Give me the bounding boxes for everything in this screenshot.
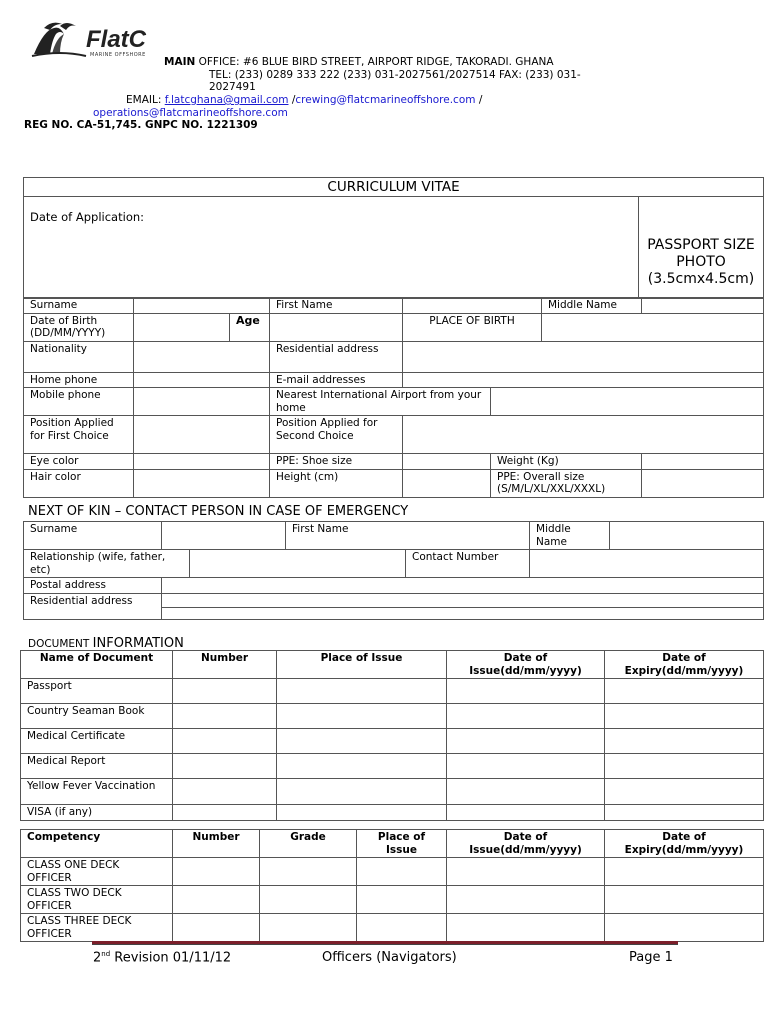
- competency-table: [20, 829, 764, 942]
- weight-input[interactable]: [642, 454, 764, 470]
- table-row: [21, 886, 764, 914]
- tel-line-2: 2027491: [209, 81, 256, 93]
- main-label: MAIN: [164, 56, 196, 68]
- doc-cell[interactable]: [605, 779, 764, 805]
- dob-label: Date of Birth (DD/MM/YYYY): [24, 313, 134, 341]
- doc-header-issue-date: Date of Issue(dd/mm/yyyy): [447, 651, 605, 679]
- table-row: [21, 858, 764, 886]
- residential-address-input[interactable]: [403, 341, 764, 372]
- doc-cell[interactable]: [447, 704, 605, 729]
- email-addresses-input[interactable]: [403, 372, 764, 388]
- doc-cell[interactable]: [173, 805, 277, 821]
- doc-cell[interactable]: [173, 754, 277, 779]
- position-first-label: Position Applied for First Choice: [24, 416, 134, 454]
- doc-cell[interactable]: [447, 805, 605, 821]
- kin-surname-label: Surname: [24, 522, 162, 550]
- overall-size-input[interactable]: [642, 469, 764, 497]
- comp-cell[interactable]: [447, 886, 605, 914]
- comp-cell[interactable]: [260, 914, 357, 942]
- table-row: [21, 805, 764, 821]
- doc-cell[interactable]: [605, 704, 764, 729]
- nearest-airport-label: Nearest International Airport from your home: [270, 388, 491, 416]
- kin-first-name-label: First Name: [286, 522, 530, 550]
- table-row: [21, 754, 764, 779]
- comp-header-expiry-date: Date of Expiry(dd/mm/yyyy): [605, 830, 764, 858]
- doc-cell[interactable]: [173, 729, 277, 754]
- kin-contact-number-label: Contact Number: [406, 550, 530, 578]
- comp-cell[interactable]: [173, 914, 260, 942]
- comp-header-place: Place of Issue: [357, 830, 447, 858]
- email-link-1[interactable]: f.latcghana@gmail.com: [164, 94, 289, 106]
- doc-cell[interactable]: [277, 704, 447, 729]
- documents-header-row: [21, 651, 764, 679]
- nationality-label: Nationality: [24, 341, 134, 372]
- comp-cell[interactable]: [605, 914, 764, 942]
- comp-cell[interactable]: [357, 858, 447, 886]
- doc-cell[interactable]: [173, 679, 277, 704]
- comp-cell[interactable]: [447, 858, 605, 886]
- table-row: [21, 729, 764, 754]
- mobile-phone-input[interactable]: [134, 388, 270, 416]
- table-row: [21, 704, 764, 729]
- comp-header-grade: Grade: [260, 830, 357, 858]
- first-name-label: First Name: [270, 298, 403, 314]
- comp-cell[interactable]: [173, 858, 260, 886]
- table-row: [21, 679, 764, 704]
- middle-name-input[interactable]: [642, 298, 764, 314]
- doc-cell[interactable]: [277, 779, 447, 805]
- nearest-airport-input[interactable]: [491, 388, 764, 416]
- footer-document-type: Officers (Navigators): [322, 950, 457, 965]
- tel-line: TEL: (233) 0289 333 222 (233) 031-2027561/2027514 FAX: (233) 031-: [209, 69, 581, 81]
- logo-tagline: MARINE OFFSHORE: [90, 52, 146, 58]
- kin-postal-address-label: Postal address: [24, 578, 162, 594]
- age-input[interactable]: [270, 313, 403, 341]
- kin-residential-address-input[interactable]: [162, 593, 764, 619]
- email-sep: /: [288, 94, 296, 106]
- doc-cell[interactable]: [447, 779, 605, 805]
- doc-cell[interactable]: [605, 805, 764, 821]
- doc-cell[interactable]: [447, 754, 605, 779]
- residential-address-label: Residential address: [270, 341, 403, 372]
- doc-header-number: Number: [173, 651, 277, 679]
- kin-surname-input[interactable]: [162, 522, 286, 550]
- comp-cell[interactable]: [260, 886, 357, 914]
- weight-label: Weight (Kg): [491, 454, 642, 470]
- doc-row-label: Country Seaman Book: [21, 704, 173, 729]
- comp-row-label: CLASS THREE DECK OFFICER: [21, 914, 173, 942]
- doc-row-label: Yellow Fever Vaccination: [21, 779, 173, 805]
- date-of-application-field[interactable]: [24, 197, 639, 299]
- shoe-size-input[interactable]: [403, 454, 491, 470]
- footer-revision: [93, 950, 231, 965]
- doc-cell[interactable]: [447, 729, 605, 754]
- doc-row-label: VISA (if any): [21, 805, 173, 821]
- registration-line: REG NO. CA-51,745. GNPC NO. 1221309: [24, 119, 258, 131]
- home-phone-label: Home phone: [24, 372, 134, 388]
- comp-header-competency: Competency: [21, 830, 173, 858]
- doc-header-expiry-date: Date of Expiry(dd/mm/yyyy): [605, 651, 764, 679]
- comp-header-number: Number: [173, 830, 260, 858]
- documents-table: [20, 650, 764, 821]
- doc-row-label: Passport: [21, 679, 173, 704]
- revision-rest: Revision 01/11/12: [110, 950, 232, 966]
- kin-relationship-label: Relationship (wife, father, etc): [24, 550, 190, 578]
- doc-cell[interactable]: [173, 779, 277, 805]
- height-input[interactable]: [403, 469, 491, 497]
- kin-middle-name-label: Middle Name: [530, 522, 610, 550]
- logo-text: FlatC: [86, 26, 146, 53]
- revision-sup: nd: [101, 950, 111, 958]
- doc-cell[interactable]: [277, 729, 447, 754]
- kin-contact-number-input[interactable]: [530, 550, 764, 578]
- first-name-input[interactable]: [403, 298, 542, 314]
- nationality-input[interactable]: [134, 341, 270, 372]
- document-info-title-big: INFORMATION: [92, 636, 184, 651]
- competency-header-row: [21, 830, 764, 858]
- doc-cell[interactable]: [605, 679, 764, 704]
- height-label: Height (cm): [270, 469, 403, 497]
- comp-cell[interactable]: [605, 886, 764, 914]
- document-info-title: [28, 632, 184, 651]
- office-line: [164, 56, 554, 69]
- position-first-input[interactable]: [134, 416, 270, 454]
- email-line: [126, 94, 482, 107]
- kin-residential-address-label: Residential address: [24, 593, 162, 619]
- comp-cell[interactable]: [260, 858, 357, 886]
- middle-name-label: Middle Name: [542, 298, 642, 314]
- passport-photo-box: [639, 197, 764, 299]
- kin-relationship-input[interactable]: [190, 550, 406, 578]
- cv-header-table: [23, 177, 764, 299]
- footer-page-number: Page 1: [629, 950, 673, 965]
- comp-header-issue-date: Date of Issue(dd/mm/yyyy): [447, 830, 605, 858]
- company-logo: [30, 20, 158, 60]
- comp-cell[interactable]: [173, 886, 260, 914]
- kin-middle-name-input[interactable]: [610, 522, 764, 550]
- doc-row-label: Medical Certificate: [21, 729, 173, 754]
- revision-prefix: 2: [93, 950, 102, 966]
- doc-cell[interactable]: [605, 729, 764, 754]
- comp-cell[interactable]: [447, 914, 605, 942]
- passport-photo-label: PASSPORT SIZE PHOTO (3.5cmx4.5cm): [647, 237, 755, 287]
- next-of-kin-table: [23, 521, 764, 620]
- home-phone-input[interactable]: [134, 372, 270, 388]
- surname-label: Surname: [24, 298, 134, 314]
- office-address: OFFICE: #6 BLUE BIRD STREET, AIRPORT RIDGE, TAKORADI. GHANA: [195, 56, 554, 68]
- hair-color-label: Hair color: [24, 469, 134, 497]
- dob-input[interactable]: [134, 313, 230, 341]
- email-addresses-label: E-mail addresses: [270, 372, 403, 388]
- doc-cell[interactable]: [277, 754, 447, 779]
- cv-title: CURRICULUM VITAE: [24, 178, 764, 197]
- comp-cell[interactable]: [605, 858, 764, 886]
- document-info-title-small: DOCUMENT: [28, 638, 93, 650]
- comp-row-label: CLASS ONE DECK OFFICER: [21, 858, 173, 886]
- overall-size-label: PPE: Overall size (S/M/L/XL/XXL/XXXL): [491, 469, 642, 497]
- table-row: [21, 779, 764, 805]
- date-of-application-label: Date of Application:: [30, 210, 145, 224]
- eye-color-input[interactable]: [134, 454, 270, 470]
- doc-cell[interactable]: [277, 805, 447, 821]
- email-link-2[interactable]: crewing@flatcmarineoffshore.com: [295, 94, 476, 106]
- comp-row-label: CLASS TWO DECK OFFICER: [21, 886, 173, 914]
- email-sep-2: /: [475, 94, 483, 106]
- doc-header-place: Place of Issue: [277, 651, 447, 679]
- email-link-3[interactable]: operations@flatcmarineoffshore.com: [93, 107, 288, 119]
- next-of-kin-title: NEXT OF KIN – CONTACT PERSON IN CASE OF EMERGENCY: [28, 504, 409, 519]
- eye-color-label: Eye color: [24, 454, 134, 470]
- email-label: EMAIL:: [126, 94, 165, 106]
- hair-color-input[interactable]: [134, 469, 270, 497]
- comp-cell[interactable]: [357, 914, 447, 942]
- personal-details-table: [23, 297, 764, 498]
- table-row: [21, 914, 764, 942]
- shoe-size-label: PPE: Shoe size: [270, 454, 403, 470]
- surname-input[interactable]: [134, 298, 270, 314]
- doc-header-name: Name of Document: [21, 651, 173, 679]
- age-label: Age: [230, 313, 270, 341]
- doc-cell[interactable]: [605, 754, 764, 779]
- place-of-birth-label: PLACE OF BIRTH: [403, 313, 542, 341]
- mobile-phone-label: Mobile phone: [24, 388, 134, 416]
- doc-cell[interactable]: [173, 704, 277, 729]
- footer-rule: [92, 941, 678, 945]
- kin-postal-address-input[interactable]: [162, 578, 764, 594]
- position-second-label: Position Applied for Second Choice: [270, 416, 403, 454]
- doc-row-label: Medical Report: [21, 754, 173, 779]
- position-second-input[interactable]: [403, 416, 764, 454]
- doc-cell[interactable]: [447, 679, 605, 704]
- doc-cell[interactable]: [277, 679, 447, 704]
- comp-cell[interactable]: [357, 886, 447, 914]
- place-of-birth-input[interactable]: [542, 313, 764, 341]
